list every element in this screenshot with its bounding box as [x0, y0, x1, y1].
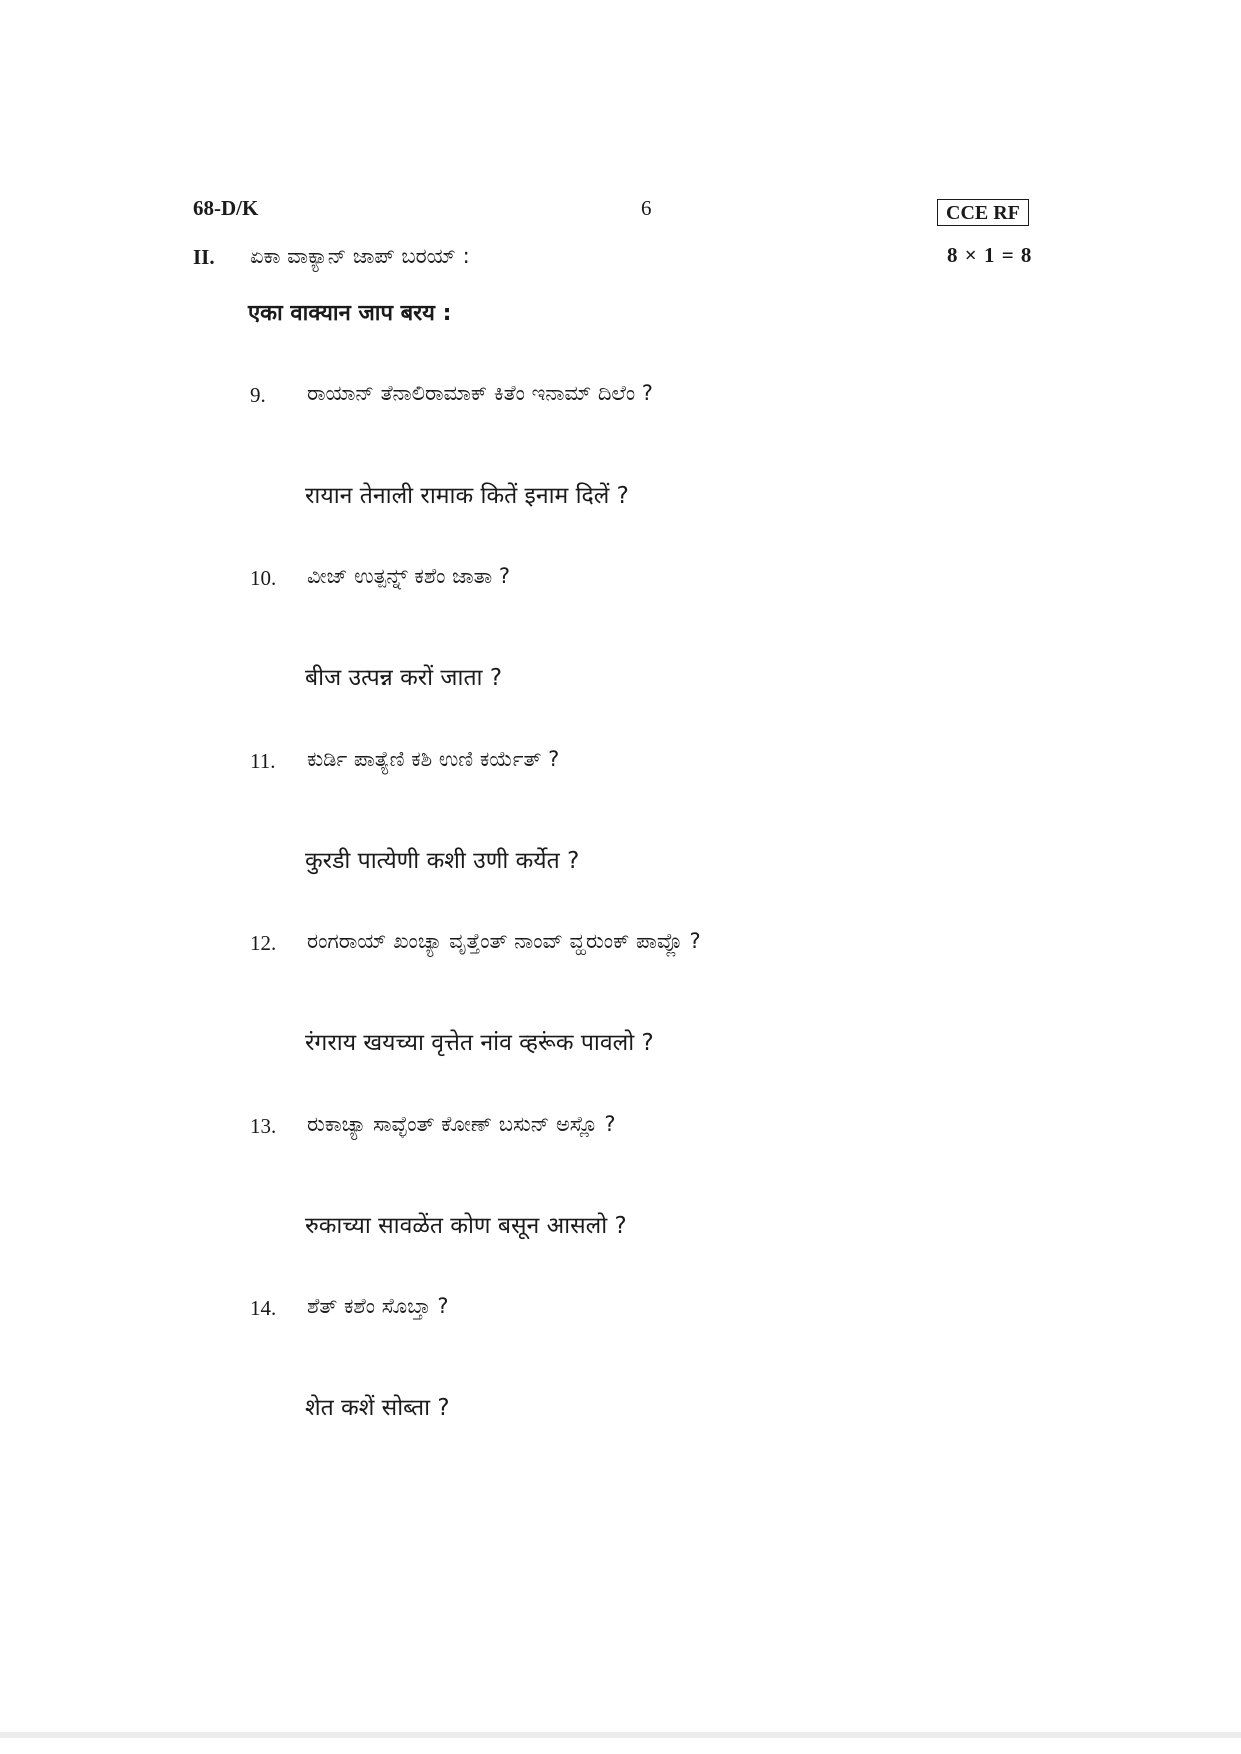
section-marks: 8 × 1 = 8: [947, 243, 1033, 267]
question-number: 12.: [250, 931, 277, 955]
page-number: 6: [641, 196, 652, 220]
question-devanagari: रायान तेनाली रामाक कितें इनाम दिलें ?: [305, 483, 629, 509]
question-kannada: ಶೆತ್ ಕಶೆಂ ಸೊಬ್ತಾ ?: [307, 1294, 449, 1318]
question-devanagari: रंगराय खयच्या वृत्तेत नांव व्हरूंक पावलो ?: [305, 1030, 654, 1056]
question-number: 14.: [250, 1296, 277, 1320]
question-kannada: ರಂಗರಾಯ್ ಖಂಚ್ಯಾ ವೃತ್ತೆಂತ್ ನಾಂವ್ ವ್ಹರುಂಕ್ ಪಾವ್ಲೊ ?: [307, 929, 701, 953]
boxed-label: CCE RF: [937, 199, 1029, 226]
paper-code: 68-D/K: [193, 196, 259, 220]
question-devanagari: रुकाच्या सावळेंत कोण बसून आसलो ?: [305, 1213, 627, 1239]
question-kannada: ರುಕಾಚ್ಯಾ ಸಾವ್ಳೆಂತ್ ಕೋಣ್ ಬಸುನ್ ಅಸ್ಲೊ ?: [307, 1112, 616, 1136]
question-number: 13.: [250, 1114, 277, 1138]
question-devanagari: कुरडी पात्येणी कशी उणी कर्येत ?: [305, 848, 580, 874]
question-kannada: ರಾಯಾನ್ ತೆನಾಲಿರಾಮಾಕ್ ಕಿತೆಂ ಇನಾಮ್ ದಿಲೆಂ ?: [307, 381, 653, 405]
question-devanagari: बीज उत्पन्न करों जाता ?: [305, 665, 503, 691]
section-title-devanagari: एका वाक्यान जाप बरय :: [248, 301, 452, 326]
question-kannada: ಕುರ್ಡಿ ಪಾತ್ಯೆಣಿ ಕಶಿ ಉಣಿ ಕರ್ಯೆತ್ ?: [307, 747, 560, 771]
question-kannada: ವೀಜ್ ಉತ್ಪನ್ನ್ ಕಶೆಂ ಜಾತಾ ?: [307, 564, 511, 588]
scan-edge-line: [0, 1732, 1241, 1738]
question-number: 9.: [250, 383, 266, 407]
section-number: II.: [193, 245, 215, 269]
question-number: 11.: [250, 749, 276, 773]
question-number: 10.: [250, 566, 277, 590]
question-devanagari: शेत कशें सोब्ता ?: [305, 1395, 450, 1421]
section-title-kannada: ಏಕಾ ವಾಕ್ಯಾನ್ ಜಾಪ್ ಬರಯ್ :: [250, 244, 470, 268]
